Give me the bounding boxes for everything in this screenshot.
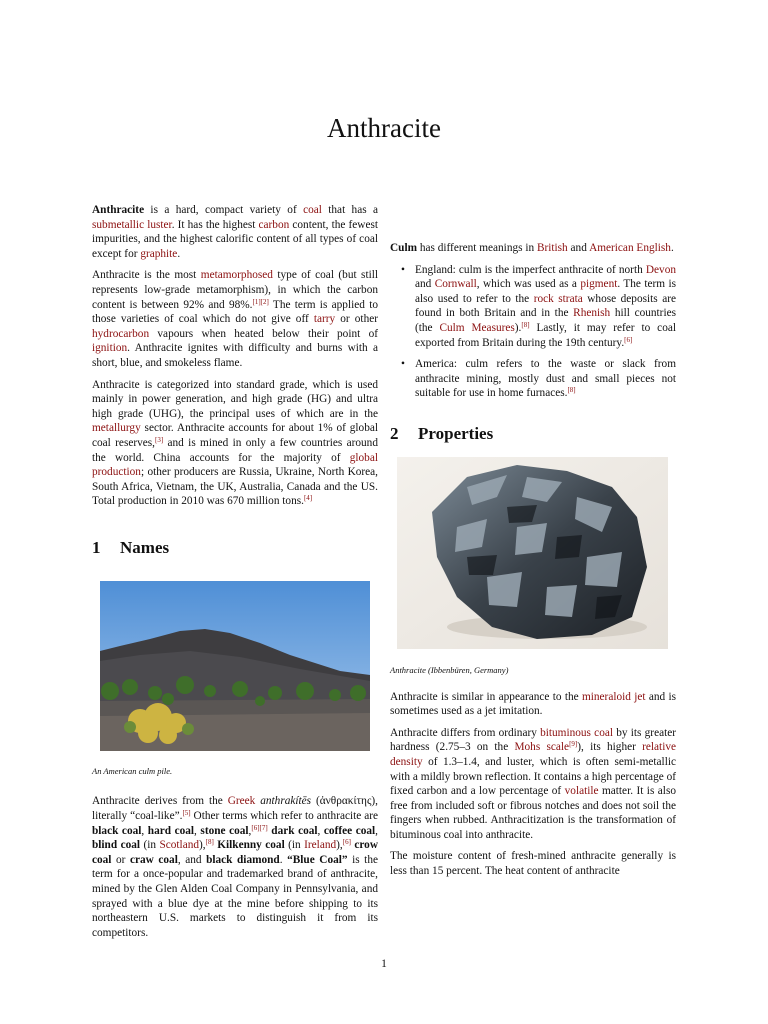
link-greek[interactable]: Greek xyxy=(227,795,256,808)
intro-paragraph-3: Anthracite is categorized into standard grade, which is used mainly in power generation, and high grade (HG) and ultra high grade (UHG), the principal uses of which are in the metallurgy sector. Anthracite accounts for about 1% of global coal reserves,[3] and is mined in only a few countries around the world. China accounts for the majority of global production; other producers are Russia, Ukraine, North Korea, South Africa, Vietnam, the UK, Australia, Canada and the US. Total production in 2010 was 670 million tons.[4] xyxy=(92,378,378,508)
link-carbon[interactable]: carbon xyxy=(258,218,290,231)
citation-6-7[interactable]: [6][7] xyxy=(251,823,268,832)
link-rhenish[interactable]: Rhenish xyxy=(573,307,611,320)
link-cornwall[interactable]: Cornwall xyxy=(434,278,477,291)
citation-4[interactable]: [4] xyxy=(303,494,313,503)
link-volatile[interactable]: volatile xyxy=(564,785,599,798)
intro-paragraph-1: Anthracite is a hard, compact variety of coal that has a submetallic luster. It has the highest carbon content, the fewest impurities, and the highest calorific content of all types of coal except for graphite. xyxy=(92,204,378,260)
properties-paragraph-3: The moisture content of fresh-mined anthracite generally is less than 15 percent. The heat content of anthracite xyxy=(390,850,676,878)
properties-paragraph-1: Anthracite is similar in appearance to the mineraloid jet and is sometimes used as a jet imitation. xyxy=(390,690,676,718)
right-column xyxy=(390,203,676,886)
culm-pile-photo xyxy=(100,581,370,751)
section-heading-names: 1 Names xyxy=(92,537,170,557)
citation-8[interactable]: [8] xyxy=(521,320,530,329)
link-global-production[interactable]: global production xyxy=(92,451,378,479)
citation-5[interactable]: [5] xyxy=(182,809,191,818)
link-bituminous-coal[interactable]: bituminous coal xyxy=(540,726,613,739)
link-graphite[interactable]: graphite xyxy=(140,247,178,260)
citation-9[interactable]: [9] xyxy=(569,740,578,749)
citation-3[interactable]: [3] xyxy=(155,435,164,444)
list-item: • England: culm is the imperfect anthracite of north Devon and Cornwall, which was used as a pigment. The term is also used to refer to the rock strata whose deposits are found in both Britain and in the Rhenish hill countries (the Culm Measures).[8] Lastly, it may refer to coal exported from Britain during the 19th century.[6] xyxy=(415,263,676,351)
citation-1-2[interactable]: [1][2] xyxy=(252,297,269,306)
properties-paragraph-2: Anthracite differs from ordinary bituminous coal by its greater hardness (2.75–3 on the Mohs scale[9]), its higher relative density of 1.3–1.4, and luster, which is often semi-metallic with a mildly brown reflection. It contains a high percentage of fixed carbon and a low percentage of volatile matter. It is also free from included soft or fibrous notches and does not soil the fingers when rubbed. Anthracitization is the transformation of bituminous coal into anthracite. xyxy=(390,726,677,841)
link-metallurgy[interactable]: metallurgy xyxy=(92,422,141,435)
citation-8[interactable]: [8] xyxy=(205,838,214,847)
link-submetallic-luster[interactable]: submetallic luster xyxy=(92,218,172,231)
link-culm-measures[interactable]: Culm Measures xyxy=(439,321,515,334)
link-relative-density[interactable]: relative density xyxy=(390,741,676,768)
link-british[interactable]: British xyxy=(536,242,568,254)
link-devon[interactable]: Devon xyxy=(645,263,676,276)
link-coal[interactable]: coal xyxy=(303,204,322,216)
page-number: 1 xyxy=(381,958,387,970)
left-column xyxy=(92,203,378,947)
link-ignition[interactable]: ignition xyxy=(92,342,128,355)
section-heading-properties: 2 Properties xyxy=(390,423,494,443)
culm-meanings-list xyxy=(390,263,676,401)
citation-8[interactable]: [8] xyxy=(567,386,576,395)
list-item: • America: culm refers to the waste or slack from anthracite mining, mostly dust and small pieces not suitable for use in home furnaces.[8] xyxy=(415,357,676,401)
names-paragraph-2: Culm has different meanings in British and American English. xyxy=(390,242,674,254)
citation-6[interactable]: [6] xyxy=(624,335,633,344)
link-hydrocarbon[interactable]: hydrocarbon xyxy=(92,327,150,340)
link-rock-strata[interactable]: rock strata xyxy=(533,292,583,305)
intro-paragraph-2: Anthracite is the most metamorphosed type of coal (but still represents low-grade metamorphism), in which the carbon content is between 92% and 98%.[1][2] The term is applied to those varieties of coal which do not give off tarry or other hydrocarbon vapours when heated below their point of ignition. Anthracite ignites with difficulty and burns with a short, blue, and smokeless flame. xyxy=(92,269,378,369)
anthracite-sample-caption: Anthracite (Ibbenbüren, Germany) xyxy=(390,664,509,675)
page-title: Anthracite xyxy=(327,113,441,143)
link-scotland[interactable]: Scotland xyxy=(159,839,200,852)
link-tarry[interactable]: tarry xyxy=(313,313,336,326)
culm-pile-caption: An American culm pile. xyxy=(92,765,173,776)
link-metamorphosed[interactable]: metamorphosed xyxy=(200,269,273,282)
link-american-english[interactable]: American English xyxy=(589,242,671,254)
citation-6[interactable]: [6] xyxy=(342,838,351,847)
link-ireland[interactable]: Ireland xyxy=(304,839,337,852)
link-mineraloid-jet[interactable]: mineraloid jet xyxy=(581,690,646,703)
link-pigment[interactable]: pigment xyxy=(580,278,618,291)
link-mohs-scale[interactable]: Mohs scale xyxy=(514,741,570,754)
anthracite-sample-photo xyxy=(397,457,668,649)
names-paragraph-1: Anthracite derives from the Greek anthrakítēs (ἀνθρακίτης), literally “coal-like”.[5] Other terms which refer to anthracite are black coal, hard coal, stone coal,[6][7] dark coal, coffee coal, blind coal (in Scotland),[8] Kilkenny coal (in Ireland),[6] crow coal or craw coal, and black diamond. “Blue Coal” is the term for a once-popular and trademarked brand of anthracite, mined by the Glen Alden Coal Company in Pennsylvania, and sprayed with a blue dye at the mine before shipping to its northeastern U.S. markets to distinguish it from its competitors. xyxy=(92,795,379,939)
